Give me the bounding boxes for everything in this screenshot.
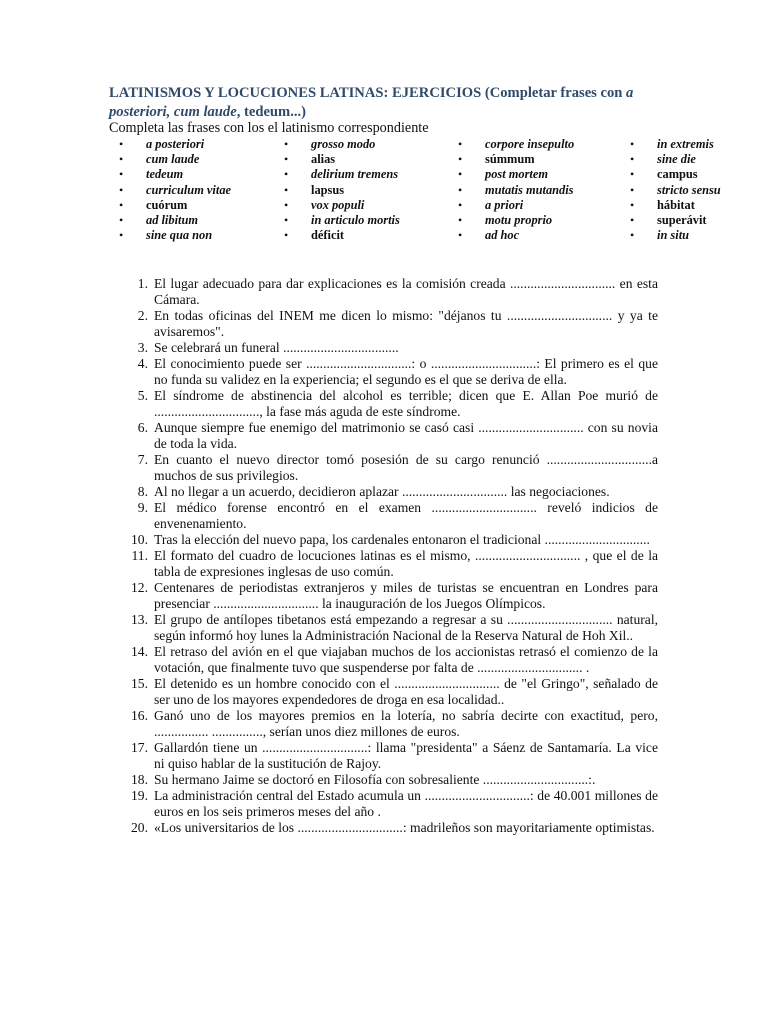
exercise-number: 9.: [137, 500, 148, 515]
term-column-4: [630, 137, 721, 243]
term-item: • ad libitum: [119, 213, 231, 228]
exercise-text: En cuanto el nuevo director tomó posesión de su cargo renunció ...............................a muchos de sus privilegios.: [154, 452, 658, 483]
exercise-item: [118, 580, 658, 612]
exercise-text: Su hermano Jaime se doctoró en Filosofía con sobresaliente ...............................:.: [154, 772, 596, 787]
exercise-text: Ganó uno de los mayores premios en la lotería, no sabría decirte con exactitud, pero, ................ ..............., serían unos diez millones de euros.: [154, 708, 658, 739]
term-item: • sine die: [630, 152, 721, 167]
exercise-number: 20.: [131, 820, 148, 835]
term-item: • vox populi: [284, 198, 400, 213]
exercise-number: 15.: [131, 676, 148, 691]
term-item: • mutatis mutandis: [458, 183, 574, 198]
exercise-number: 18.: [131, 772, 148, 787]
term-item: • in extremis: [630, 137, 721, 152]
exercise-text: Tras la elección del nuevo papa, los cardenales entonaron el tradicional ...............................: [154, 532, 650, 547]
exercise-item: [118, 308, 658, 340]
term-item: • a posteriori: [119, 137, 231, 152]
exercise-text: El lugar adecuado para dar explicaciones es la comisión creada ............................... en esta Cámara.: [154, 276, 658, 307]
title-part-1: LATINISMOS Y LOCUCIONES LATINAS: EJERCICIOS (Completar frases con: [109, 85, 627, 101]
exercise-item: [118, 772, 658, 788]
exercise-item: [118, 276, 658, 308]
exercise-number: 4.: [137, 356, 148, 371]
exercise-text: El formato del cuadro de locuciones latinas es el mismo, ............................... , que el de la tabla de expresiones inglesas de uso común.: [154, 548, 658, 579]
exercise-text: En todas oficinas del INEM me dicen lo mismo: "déjanos tu ............................... y ya te avisaremos".: [154, 308, 658, 339]
term-item: • ad hoc: [458, 228, 574, 243]
exercise-number: 7.: [137, 452, 148, 467]
exercise-text: El retraso del avión en el que viajaban muchos de los accionistas retrasó el comienzo de la votación, que finalmente tuvo que suspenderse por falta de ............................... .: [154, 644, 658, 675]
exercise-number: 8.: [137, 484, 148, 499]
term-item: • superávit: [630, 213, 721, 228]
exercise-number: 11.: [131, 548, 148, 563]
exercise-number: 10.: [131, 532, 148, 547]
term-item: • delirium tremens: [284, 167, 400, 182]
term-item: • cuórum: [119, 198, 231, 213]
term-item: • hábitat: [630, 198, 721, 213]
term-item: • súmmum: [458, 152, 574, 167]
exercise-item: [118, 676, 658, 708]
exercise-text: El detenido es un hombre conocido con el ............................... de "el Gringo", señalado de ser uno de los mayores expendedores de droga en esa localidad..: [154, 676, 658, 707]
exercise-item: [118, 420, 658, 452]
term-column-3: [458, 137, 574, 243]
exercise-number: 16.: [131, 708, 148, 723]
exercise-text: La administración central del Estado acumula un ...............................: de 40.001 millones de euros en los seis primeros meses del año .: [154, 788, 658, 819]
exercise-item: [118, 388, 658, 420]
exercise-item: [118, 740, 658, 772]
exercise-list: [118, 276, 658, 836]
exercise-number: 14.: [131, 644, 148, 659]
exercise-item: [118, 484, 658, 500]
exercise-text: Al no llegar a un acuerdo, decidieron aplazar ............................... las negociaciones.: [154, 484, 610, 499]
exercise-text: El médico forense encontró en el examen ............................... reveló indicios de envenenamiento.: [154, 500, 658, 531]
exercise-text: Gallardón tiene un ...............................: llama "presidenta" a Sáenz de Santamaría. La vice ni quiso hablar de la sustitución de Rajoy.: [154, 740, 658, 771]
term-item: • curriculum vitae: [119, 183, 231, 198]
exercise-number: 13.: [131, 612, 148, 627]
exercise-text: Se celebrará un funeral ..................................: [154, 340, 399, 355]
exercise-item: [118, 532, 658, 548]
exercise-item: [118, 708, 658, 740]
term-column-2: [284, 137, 400, 243]
exercise-number: 17.: [131, 740, 148, 755]
instruction-text: Completa las frases con los el latinismo correspondiente: [109, 120, 429, 136]
term-item: • alias: [284, 152, 400, 167]
term-item: • grosso modo: [284, 137, 400, 152]
term-item: • campus: [630, 167, 721, 182]
exercise-item: [118, 452, 658, 484]
term-item: • lapsus: [284, 183, 400, 198]
exercise-number: 1.: [137, 276, 148, 291]
exercise-number: 6.: [137, 420, 148, 435]
exercise-number: 3.: [137, 340, 148, 355]
term-item: • in situ: [630, 228, 721, 243]
exercise-text: Centenares de periodistas extranjeros y miles de turistas se encuentran en Londres para presenciar ............................... la inauguración de los Juegos Olímpicos.: [154, 580, 658, 611]
title-part-2: , tedeum...): [236, 104, 307, 120]
exercise-text: El síndrome de abstinencia del alcohol es terrible; dicen que E. Allan Poe murió de ..............................., la fase más aguda de este síndrome.: [154, 388, 658, 419]
exercise-item: [118, 340, 658, 356]
title-italic-part: a posteriori, cum laude: [109, 85, 634, 120]
term-item: • cum laude: [119, 152, 231, 167]
page-title: [109, 84, 639, 122]
term-item: • stricto sensu: [630, 183, 721, 198]
term-item: • motu proprio: [458, 213, 574, 228]
term-item: • a priori: [458, 198, 574, 213]
exercise-item: [118, 500, 658, 532]
term-item: • déficit: [284, 228, 400, 243]
term-item: • corpore insepulto: [458, 137, 574, 152]
term-item: • sine qua non: [119, 228, 231, 243]
exercise-number: 12.: [131, 580, 148, 595]
exercise-text: «Los universitarios de los ...............................: madrileños son mayoritariamente optimistas.: [154, 820, 655, 835]
exercise-number: 5.: [137, 388, 148, 403]
exercise-item: [118, 548, 658, 580]
term-item: • post mortem: [458, 167, 574, 182]
term-item: • tedeum: [119, 167, 231, 182]
exercise-item: [118, 820, 658, 836]
exercise-number: 2.: [137, 308, 148, 323]
exercise-text: El grupo de antílopes tibetanos está empezando a regresar a su ............................... natural, según informó hoy lunes la Administración Nacional de la Reserva Natural de Hoh Xil..: [154, 612, 658, 643]
exercise-text: El conocimiento puede ser ...............................: o ...............................: El primero es el que no funda su validez en la experiencia; el segundo es el que se deriva de ella.: [154, 356, 658, 387]
exercise-item: [118, 612, 658, 644]
exercise-number: 19.: [131, 788, 148, 803]
term-item: • in articulo mortis: [284, 213, 400, 228]
exercise-item: [118, 644, 658, 676]
exercise-item: [118, 356, 658, 388]
term-column-1: [119, 137, 231, 243]
exercise-item: [118, 788, 658, 820]
exercise-text: Aunque siempre fue enemigo del matrimonio se casó casi ............................... con su novia de toda la vida.: [154, 420, 658, 451]
